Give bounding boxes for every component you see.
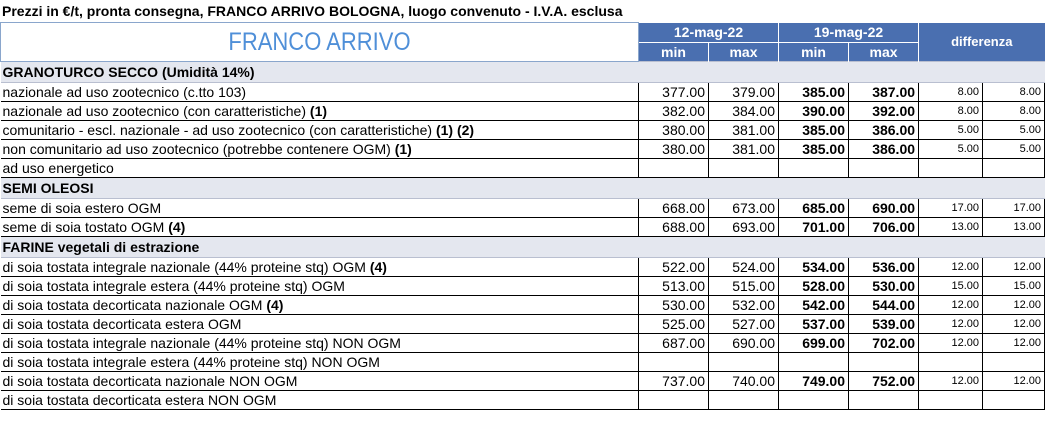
product-label: di soia tostata decorticata nazionale NON OGM (2, 373, 298, 389)
product-cell (1, 353, 639, 372)
diff-min-cell: 12.00 (919, 334, 983, 353)
max-previous-cell: 740.00 (709, 372, 779, 391)
max-current-cell: 386.00 (849, 140, 919, 159)
product-cell (1, 315, 639, 334)
footnote-ref: (4) (168, 219, 186, 235)
min-previous-cell: 380.00 (639, 121, 709, 140)
product-label: ad uso energetico (2, 160, 114, 176)
product-label: non comunitario ad uso zootecnico (potrebbe contenere OGM) (2, 141, 391, 157)
max-header-previous: max (709, 42, 779, 61)
footnote-ref: (1) (309, 103, 328, 119)
diff-min-cell (919, 391, 983, 410)
min-current-cell: 701.00 (779, 218, 849, 237)
min-current-cell (779, 353, 849, 372)
max-current-cell: 386.00 (849, 121, 919, 140)
min-previous-cell: 687.00 (639, 334, 709, 353)
max-previous-cell: 532.00 (709, 296, 779, 315)
section-title: SEMI OLEOSI (1, 178, 639, 199)
diff-min-cell: 8.00 (919, 83, 983, 102)
section-header (1, 62, 1045, 83)
section-filler-cell (779, 237, 849, 258)
max-current-cell: 539.00 (849, 315, 919, 334)
max-current-cell (849, 391, 919, 410)
section-filler-cell (919, 178, 983, 199)
table-row (1, 83, 1045, 102)
table-row (1, 121, 1045, 140)
product-cell (1, 140, 639, 159)
diff-max-cell: 5.00 (983, 140, 1045, 159)
max-previous-cell (709, 353, 779, 372)
max-previous-cell: 690.00 (709, 334, 779, 353)
min-previous-cell: 513.00 (639, 277, 709, 296)
diff-min-cell: 5.00 (919, 121, 983, 140)
diff-min-cell: 12.00 (919, 315, 983, 334)
max-previous-cell (709, 159, 779, 178)
max-header-current: max (849, 42, 919, 61)
min-previous-cell: 737.00 (639, 372, 709, 391)
section-filler-cell (983, 237, 1045, 258)
min-previous-cell: 530.00 (639, 296, 709, 315)
min-header-previous: min (639, 42, 709, 61)
diff-max-cell: 12.00 (983, 372, 1045, 391)
max-current-cell (849, 353, 919, 372)
product-label: di soia tostata integrale nazionale (44% proteine stq) OGM (2, 259, 366, 275)
min-current-cell: 537.00 (779, 315, 849, 334)
product-cell (1, 277, 639, 296)
min-current-cell: 385.00 (779, 121, 849, 140)
footnote-ref: (1) (394, 141, 412, 157)
section-filler-cell (919, 62, 983, 83)
table-row (1, 218, 1045, 237)
table-row (1, 391, 1045, 410)
max-current-cell: 752.00 (849, 372, 919, 391)
product-label: nazionale ad uso zootecnico (con caratteristiche) (2, 103, 307, 119)
min-current-cell: 528.00 (779, 277, 849, 296)
min-previous-cell: 525.00 (639, 315, 709, 334)
diff-max-cell: 12.00 (983, 334, 1045, 353)
min-current-cell (779, 159, 849, 178)
table-row (1, 315, 1045, 334)
diff-min-cell: 12.00 (919, 258, 983, 277)
product-cell (1, 83, 639, 102)
table-row (1, 372, 1045, 391)
max-previous-cell: 527.00 (709, 315, 779, 334)
table-row (1, 277, 1045, 296)
product-cell (1, 334, 639, 353)
table-row (1, 159, 1045, 178)
product-label: di soia tostata decorticata nazionale OGM (2, 297, 263, 313)
min-previous-cell (639, 391, 709, 410)
product-label: di soia tostata integrale estera (44% proteine stq) NON OGM (2, 354, 380, 370)
min-previous-cell (639, 353, 709, 372)
diff-min-cell: 12.00 (919, 372, 983, 391)
min-current-cell: 699.00 (779, 334, 849, 353)
max-current-cell: 702.00 (849, 334, 919, 353)
section-filler-cell (849, 62, 919, 83)
section-filler-cell (709, 178, 779, 199)
max-current-cell: 706.00 (849, 218, 919, 237)
diff-min-cell: 15.00 (919, 277, 983, 296)
product-label: di soia tostata integrale estera (44% proteine stq) OGM (2, 278, 345, 294)
diff-max-cell: 15.00 (983, 277, 1045, 296)
section-title: FARINE vegetali di estrazione (1, 237, 639, 258)
header-row-dates (1, 23, 1045, 43)
product-label: di soia tostata decorticata estera OGM (2, 316, 242, 332)
section-title: GRANOTURCO SECCO (Umidità 14%) (1, 62, 639, 83)
table-row (1, 353, 1045, 372)
diff-max-cell (983, 391, 1045, 410)
product-cell (1, 296, 639, 315)
min-current-cell: 749.00 (779, 372, 849, 391)
price-table (0, 22, 1045, 410)
product-cell (1, 121, 639, 140)
max-previous-cell: 379.00 (709, 83, 779, 102)
diff-min-cell: 12.00 (919, 296, 983, 315)
table-row (1, 199, 1045, 218)
diff-min-cell (919, 159, 983, 178)
sheet-caption: Prezzi in €/t, pronta consegna, FRANCO ARRIVO BOLOGNA, luogo convenuto - I.V.A. esclusa (2, 3, 623, 19)
section-filler-cell (849, 237, 919, 258)
min-previous-cell: 377.00 (639, 83, 709, 102)
section-filler-cell (983, 62, 1045, 83)
max-previous-cell: 693.00 (709, 218, 779, 237)
min-previous-cell: 688.00 (639, 218, 709, 237)
section-header (1, 178, 1045, 199)
diff-min-cell (919, 353, 983, 372)
min-previous-cell (639, 159, 709, 178)
section-filler-cell (779, 62, 849, 83)
min-current-cell (779, 391, 849, 410)
min-previous-cell: 382.00 (639, 102, 709, 121)
product-label: seme di soia tostato OGM (2, 219, 165, 235)
product-cell (1, 199, 639, 218)
min-current-cell: 385.00 (779, 140, 849, 159)
max-previous-cell: 673.00 (709, 199, 779, 218)
max-current-cell: 536.00 (849, 258, 919, 277)
diff-min-cell: 5.00 (919, 140, 983, 159)
diff-max-cell: 8.00 (983, 83, 1045, 102)
product-label: seme di soia estero OGM (2, 200, 162, 216)
product-cell (1, 159, 639, 178)
difference-header: differenza (919, 23, 1045, 62)
max-current-cell: 544.00 (849, 296, 919, 315)
diff-max-cell: 12.00 (983, 258, 1045, 277)
date-previous: 12-mag-22 (639, 23, 779, 43)
table-title: FRANCO ARRIVO (1, 23, 639, 62)
section-filler-cell (639, 237, 709, 258)
min-current-cell: 542.00 (779, 296, 849, 315)
min-header-current: min (779, 42, 849, 61)
table-row (1, 102, 1045, 121)
min-current-cell: 685.00 (779, 199, 849, 218)
table-row (1, 140, 1045, 159)
min-current-cell: 385.00 (779, 83, 849, 102)
diff-max-cell: 12.00 (983, 315, 1045, 334)
product-cell (1, 102, 639, 121)
section-filler-cell (709, 62, 779, 83)
diff-min-cell: 17.00 (919, 199, 983, 218)
diff-max-cell: 17.00 (983, 199, 1045, 218)
product-cell (1, 258, 639, 277)
product-cell (1, 372, 639, 391)
footnote-ref: (4) (369, 259, 387, 275)
max-previous-cell (709, 391, 779, 410)
product-label: di soia tostata decorticata estera NON OGM (2, 392, 277, 408)
footnote-ref: (4) (266, 297, 284, 313)
section-header (1, 237, 1045, 258)
table-row (1, 258, 1045, 277)
section-filler-cell (849, 178, 919, 199)
max-current-cell: 392.00 (849, 102, 919, 121)
product-cell (1, 391, 639, 410)
max-previous-cell: 384.00 (709, 102, 779, 121)
diff-max-cell: 5.00 (983, 121, 1045, 140)
max-previous-cell: 381.00 (709, 140, 779, 159)
diff-max-cell: 12.00 (983, 296, 1045, 315)
max-previous-cell: 515.00 (709, 277, 779, 296)
min-previous-cell: 380.00 (639, 140, 709, 159)
max-current-cell: 530.00 (849, 277, 919, 296)
product-label: nazionale ad uso zootecnico (c.tto 103) (2, 84, 247, 100)
diff-max-cell: 8.00 (983, 102, 1045, 121)
section-filler-cell (639, 178, 709, 199)
diff-max-cell: 13.00 (983, 218, 1045, 237)
footnote-ref: (1) (2) (435, 122, 475, 138)
table-row (1, 296, 1045, 315)
diff-min-cell: 8.00 (919, 102, 983, 121)
min-current-cell: 390.00 (779, 102, 849, 121)
section-filler-cell (639, 62, 709, 83)
section-filler-cell (919, 237, 983, 258)
min-previous-cell: 668.00 (639, 199, 709, 218)
max-previous-cell: 524.00 (709, 258, 779, 277)
max-current-cell: 387.00 (849, 83, 919, 102)
min-current-cell: 534.00 (779, 258, 849, 277)
diff-max-cell (983, 159, 1045, 178)
section-filler-cell (779, 178, 849, 199)
product-label: di soia tostata integrale nazionale (44% proteine stq) NON OGM (2, 335, 401, 351)
product-label: comunitario - escl. nazionale - ad uso zootecnico (con caratteristiche) (2, 122, 433, 138)
product-cell (1, 218, 639, 237)
diff-max-cell (983, 353, 1045, 372)
section-filler-cell (983, 178, 1045, 199)
min-previous-cell: 522.00 (639, 258, 709, 277)
max-current-cell: 690.00 (849, 199, 919, 218)
max-previous-cell: 381.00 (709, 121, 779, 140)
table-row (1, 334, 1045, 353)
max-current-cell (849, 159, 919, 178)
diff-min-cell: 13.00 (919, 218, 983, 237)
date-current: 19-mag-22 (779, 23, 919, 43)
section-filler-cell (709, 237, 779, 258)
